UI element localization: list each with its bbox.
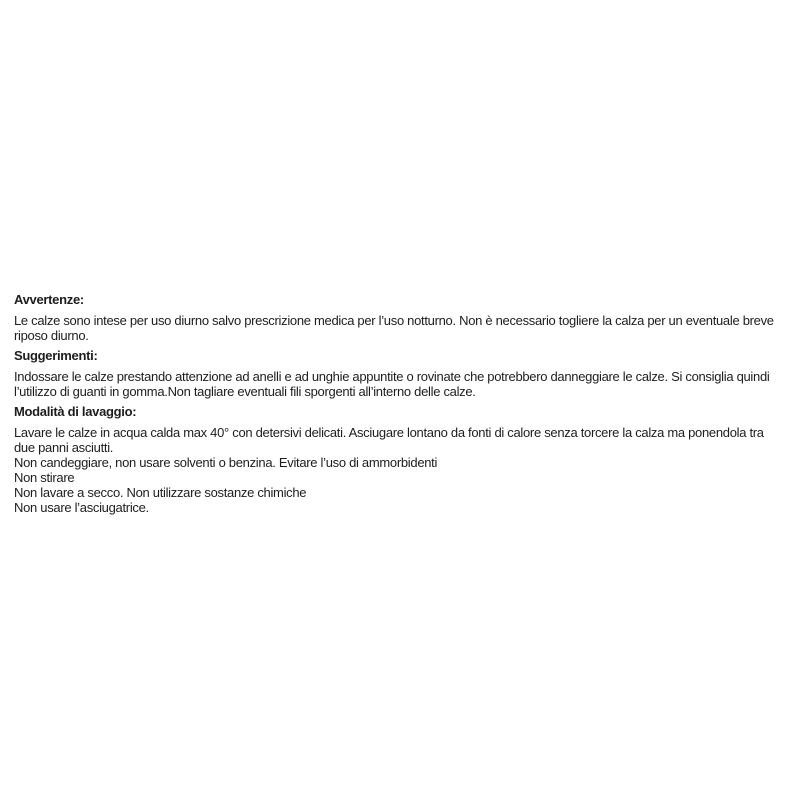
text-line: Non candeggiare, non usare solventi o benzina. Evitare l’uso di ammorbidenti [14, 455, 438, 470]
section-modalita-di-lavaggio [14, 404, 796, 515]
care-instructions-document [14, 292, 796, 520]
text-line: Non stirare [14, 470, 75, 485]
section-avvertenze [14, 292, 796, 343]
text-line: Lavare le calze in acqua calda max 40° con detersivi delicati. Asciugare lontano da fonti di calore senza torcere la calza ma ponendola tra [14, 425, 764, 440]
text-line: due panni asciutti. [14, 440, 114, 455]
text-line: Indossare le calze prestando attenzione ad anelli e ad unghie appuntite o rovinate che potrebbero danneggiare le calze. Si consiglia quindi [14, 369, 770, 384]
text-line: Le calze sono intese per uso diurno salvo prescrizione medica per l’uso notturno. Non è necessario togliere la calza per un eventuale breve [14, 313, 774, 328]
modalita-di-lavaggio-heading: Modalità di lavaggio: [14, 404, 137, 419]
section-suggerimenti [14, 348, 796, 399]
text-line: riposo diurno. [14, 328, 89, 343]
avvertenze-heading: Avvertenze: [14, 292, 84, 307]
text-line: Non usare l’asciugatrice. [14, 500, 149, 515]
suggerimenti-heading: Suggerimenti: [14, 348, 98, 363]
text-line: l’utilizzo di guanti in gomma.Non tagliare eventuali fili sporgenti all’interno delle calze. [14, 384, 476, 399]
text-line: Non lavare a secco. Non utilizzare sostanze chimiche [14, 485, 307, 500]
